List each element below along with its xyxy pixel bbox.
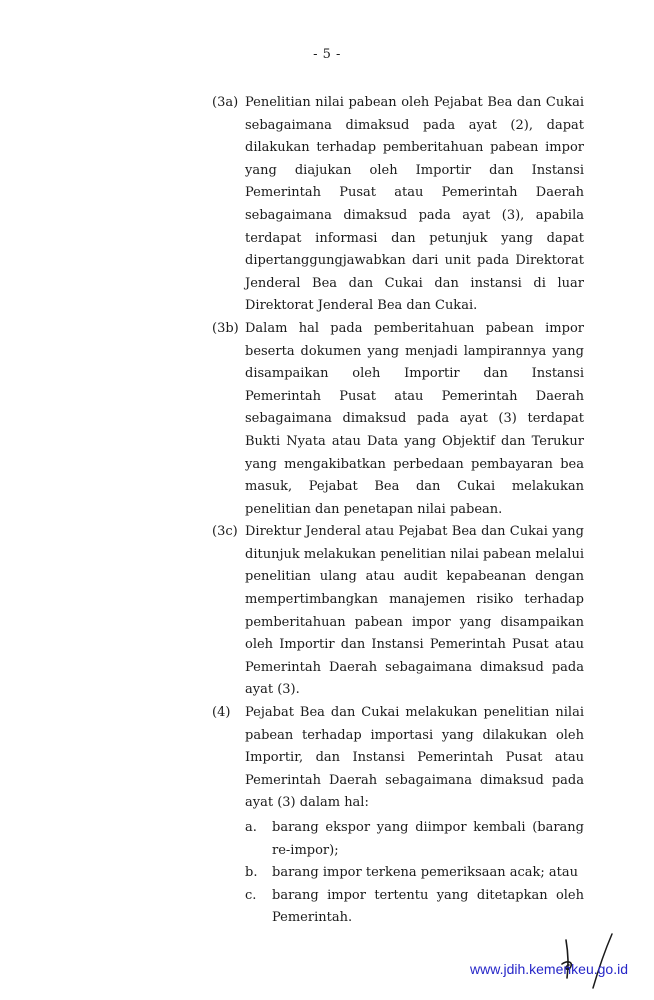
paragraph-text: Penelitian nilai pabean oleh Pejabat Bea dan Cukai sebagaimana dimaksud pada ayat (2), dapat dilakukan terhadap pemberitahuan pabean impor yang diajukan oleh Importir dan Instansi Pemerintah Pusat atau Pemerintah Daerah sebagaimana dimaksud pada ayat (3), apabila terdapat informasi dan petunjuk yang dapat dipertanggungjawabkan dari unit pada Direktorat Jenderal Bea dan Cukai dan instansi di luar Direktorat Jenderal Bea dan Cukai. xyxy=(245,95,584,314)
document-body xyxy=(212,92,584,930)
paragraph-text: Pejabat Bea dan Cukai melakukan penelitian nilai pabean terhadap importasi yang dilakukan oleh Importir, dan Instansi Pemerintah Pusat atau Pemerintah Daerah sebagaimana dimaksud pada ayat (3) dalam hal: xyxy=(245,705,584,811)
paragraph-3b xyxy=(212,318,584,521)
paragraph-3c xyxy=(212,521,584,702)
list-item xyxy=(245,862,584,885)
paragraph-number: (3a) xyxy=(212,95,239,110)
paragraph-text: Direktur Jenderal atau Pejabat Bea dan Cukai yang ditunjuk melakukan penelitian nilai pabean melalui penelitian ulang atau audit kepabeanan dengan mempertimbangkan manajemen risiko terhadap pemberitahuan pabean impor yang disampaikan oleh Importir dan Instansi Pemerintah Pusat atau Pemerintah Daerah sebagaimana dimaksud pada ayat (3). xyxy=(245,524,584,698)
list-item-text: barang impor terkena pemeriksaan acak; atau xyxy=(272,865,579,881)
list-item-letter: c. xyxy=(245,887,257,903)
paragraph-4 xyxy=(212,702,584,815)
list-item xyxy=(245,817,584,862)
list-item-letter: a. xyxy=(245,820,257,835)
paragraph-number: (3b) xyxy=(212,320,239,336)
paragraph-3a xyxy=(212,92,584,318)
list-item xyxy=(245,885,584,930)
website-url[interactable]: www.jdih.kemenkeu.go.id xyxy=(470,961,628,977)
list-item-text: barang ekspor yang diimpor kembali (barang re-impor); xyxy=(272,820,584,858)
paragraph-number: (3c) xyxy=(212,524,238,540)
paragraph-number: (4) xyxy=(212,705,231,721)
paragraph-text: Dalam hal pada pemberitahuan pabean impor beserta dokumen yang menjadi lampirannya yang disampaikan oleh Importir dan Instansi Pemerintah Pusat atau Pemerintah Daerah sebagaimana dimaksud pada ayat (3) terdapat Bukti Nyata atau Data yang Objektif dan Terukur yang mengakibatkan perbedaan pembayaran bea masuk, Pejabat Bea dan Cukai melakukan penelitian dan penetapan nilai pabean. xyxy=(245,320,584,517)
list-item-letter: b. xyxy=(245,865,258,881)
list-item-text: barang impor tertentu yang ditetapkan oleh Pemerintah. xyxy=(272,887,584,926)
sub-item-list xyxy=(212,817,584,930)
page-number: - 5 - xyxy=(313,47,341,62)
